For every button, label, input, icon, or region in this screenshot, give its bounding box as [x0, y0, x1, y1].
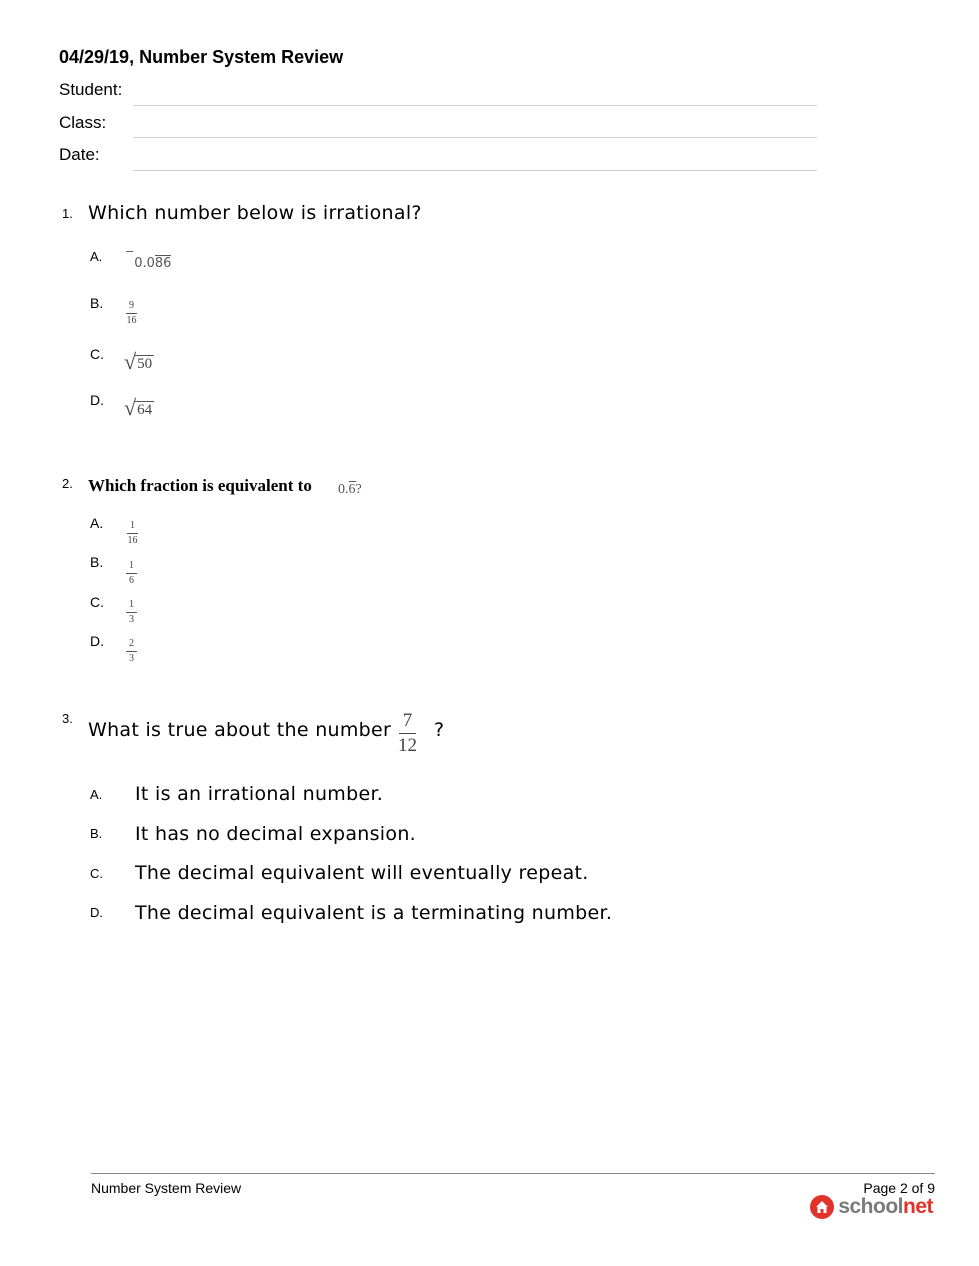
class-label: Class:: [59, 113, 107, 132]
q1-option-a-math: [125, 245, 172, 271]
logo-text: [838, 1195, 933, 1219]
q2-option-d-letter: D.: [90, 633, 104, 649]
q3-option-b-text: It has no decimal expansion.: [135, 823, 416, 845]
q1-option-d-letter: D.: [90, 392, 104, 408]
q2-option-d-fraction: [126, 633, 137, 664]
question-3-text: What is true about the number: [88, 719, 392, 741]
q3-option-d-text: The decimal equivalent is a terminating number.: [135, 902, 613, 924]
q3-numerator: 7: [399, 711, 417, 734]
q2-math-suffix: ?: [355, 482, 362, 497]
q3-option-d-letter: D.: [90, 905, 103, 920]
q3-option-c-text: The decimal equivalent will eventually repeat.: [135, 862, 589, 884]
q1-option-a-letter: A.: [90, 249, 103, 264]
q1-option-a-sign: −: [125, 245, 135, 258]
q2-option-d-numerator: 2: [126, 639, 137, 652]
q3-denominator: 12: [398, 735, 417, 756]
student-line: [133, 105, 817, 106]
q2-option-b-denominator: 6: [129, 575, 134, 586]
q3-option-a-letter: A.: [90, 787, 103, 802]
date-line: [133, 170, 817, 171]
q2-option-b-letter: B.: [90, 554, 104, 570]
q2-option-d-denominator: 3: [129, 653, 134, 664]
q2-option-b-numerator: 1: [126, 561, 137, 574]
q3-option-b-letter: B.: [90, 826, 103, 841]
q2-option-a-numerator: 1: [127, 521, 138, 534]
page-title: 04/29/19, Number System Review: [59, 47, 344, 67]
q1-option-a-repeating: 86: [154, 256, 172, 271]
q3-option-c-letter: C.: [90, 866, 103, 881]
q2-option-c-fraction: [126, 594, 137, 625]
q1-option-b-letter: B.: [90, 295, 104, 311]
question-3-number: 3.: [62, 711, 73, 726]
house-icon: [810, 1195, 834, 1219]
q1-option-b-numerator: 9: [126, 301, 137, 314]
q2-option-c-denominator: 3: [129, 614, 134, 625]
q1-option-c-radical: √ 50: [124, 349, 153, 374]
q2-option-c-numerator: 1: [126, 600, 137, 613]
q2-option-c-letter: C.: [90, 594, 104, 610]
question-1-text: Which number below is irrational?: [88, 202, 422, 224]
q1-option-d-radicand: 64: [137, 401, 153, 418]
student-label: Student:: [59, 80, 123, 99]
q2-option-b-fraction: [126, 555, 137, 586]
question-1-number: 1.: [62, 206, 73, 221]
q1-option-b-denominator: 16: [126, 315, 137, 326]
q1-option-a-integer: 0.0: [134, 256, 155, 271]
logo-text-net: net: [903, 1195, 933, 1218]
q3-option-a-text: It is an irrational number.: [135, 783, 384, 805]
q1-option-d-radical: √ 64: [124, 395, 153, 420]
date-label: Date:: [59, 145, 100, 164]
question-3-fraction: [398, 711, 417, 755]
question-2-number: 2.: [62, 476, 73, 491]
page-number: Page 2 of 9: [863, 1180, 935, 1196]
question-3-suffix: ?: [434, 719, 445, 741]
q1-option-c-radicand: 50: [137, 355, 153, 372]
q1-option-c-letter: C.: [90, 346, 104, 362]
class-line: [133, 137, 817, 138]
q2-option-a-denominator: 16: [127, 535, 138, 546]
schoolnet-logo: [810, 1195, 933, 1219]
q2-option-a-fraction: [127, 515, 138, 546]
q2-option-a-letter: A.: [90, 515, 104, 531]
question-2-text: Which fraction is equivalent to: [88, 476, 312, 495]
question-2-math: [338, 482, 362, 498]
logo-text-school: school: [838, 1195, 903, 1218]
footer-divider: [91, 1173, 935, 1174]
q2-math-repeating: 6: [348, 482, 356, 497]
q2-math-integer: 0.: [338, 482, 349, 497]
footer-title: Number System Review: [91, 1180, 242, 1196]
q1-option-b-fraction: [126, 295, 137, 326]
